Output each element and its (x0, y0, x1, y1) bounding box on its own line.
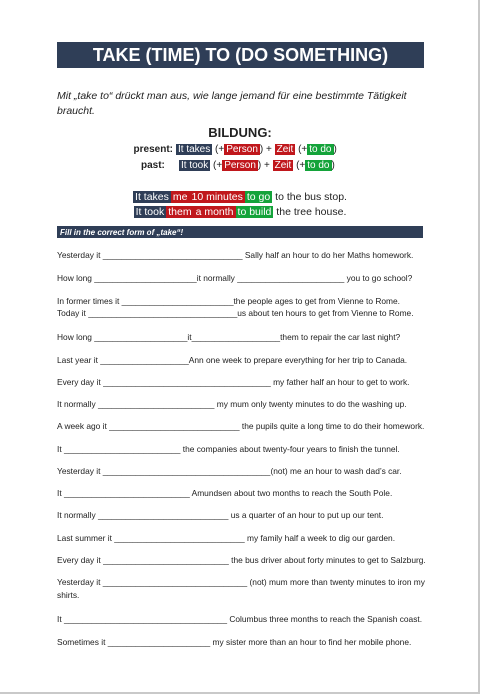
example-2-rest: the tree house. (273, 206, 347, 218)
example-2-time: a month (195, 206, 234, 218)
past-person: Person (224, 160, 256, 171)
exercise-line: Yesterday it ______________________________ Sally half an hour to do her Maths homework. (57, 250, 414, 260)
example-2-person: them (168, 206, 192, 218)
exercise-line: How long ____________________it___________________them to repair the car last night? (57, 332, 401, 342)
exercise-line: It ___________________________ Amundsen about two months to reach the South Pole. (57, 488, 393, 498)
past-plus1: (+ (210, 160, 223, 171)
present-plus3: (+ (295, 144, 308, 155)
example-sentence-2 (0, 205, 480, 219)
exercise-line: Last summer it ____________________________ my family half a week to dig our garden. (57, 533, 396, 543)
example-sentence-1 (0, 190, 480, 204)
example-1-time: 10 minutes (191, 191, 243, 203)
exercise-line: How long ______________________it normally _______________________ you to go school? (57, 273, 413, 283)
exercise-line: Today it ________________________________us about ten hours to get from Vienne to Rome. (57, 308, 414, 318)
past-plus3: (+ (293, 160, 306, 171)
past-it-took: It took (181, 160, 209, 171)
exercise-line: It _________________________ the companies about twenty-four years to finish the tunnel. (57, 444, 400, 454)
instruction-bar: Fill in the correct form of „take“! (57, 226, 423, 238)
past-zeit: Zeit (274, 160, 292, 171)
formula-past (133, 159, 335, 173)
exercise-line: In former times it ________________________the people ages to get from Vienne to Rome. (57, 296, 400, 306)
past-plus2: ) + (257, 160, 273, 171)
bildung-heading: BILDUNG: (208, 125, 272, 140)
example-2-it: It took (135, 206, 165, 218)
exercise-line: It ___________________________________ Columbus three months to reach the Spanish coast. (57, 614, 423, 624)
past-label: past: (141, 160, 165, 171)
present-close: ) (333, 144, 337, 155)
example-2-verb: to build (237, 206, 272, 218)
exercise-line: Last year it ___________________Ann one week to prepare everything for her trip to Canada. (57, 355, 408, 365)
exercise-line: Sometimes it ______________________ my sister more than an hour to find her mobile phone. (57, 637, 412, 647)
example-1-rest: to the bus stop. (272, 191, 347, 203)
past-close: ) (331, 160, 335, 171)
intro-text: Mit „take to“ drückt man aus, wie lange jemand für eine bestimmte Tätigkeit braucht. (57, 90, 407, 117)
exercise-line: It normally _________________________ my mum only twenty minutes to do the washing up. (57, 399, 407, 409)
present-person: Person (226, 144, 258, 155)
present-plus1: (+ (212, 144, 225, 155)
exercise-line: Yesterday it ____________________________________(not) me an hour to wash dad’s car. (57, 466, 402, 476)
exercise-line: Yesterday it _______________________________ (not) mum more than twenty minutes to iron my shirts. (57, 577, 425, 600)
example-1-verb: to go (246, 191, 271, 203)
exercise-line: Every day it ___________________________ the bus driver about forty minutes to get to Salzburg. (57, 555, 426, 565)
exercise-line: It normally ____________________________ us a quarter of an hour to put up our tent. (57, 510, 384, 520)
present-to-do: to do (309, 144, 332, 155)
exercise-line: A week ago it ____________________________ the pupils quite a long time to do their homework. (57, 421, 425, 431)
worksheet-title: TAKE (TIME) TO (DO SOMETHING) (57, 42, 424, 68)
present-zeit: Zeit (276, 144, 294, 155)
formula-present (133, 143, 337, 157)
example-1-it: It takes (135, 191, 169, 203)
present-label: present: (133, 144, 173, 155)
present-it-takes: It takes (178, 144, 211, 155)
present-plus2: ) + (259, 144, 275, 155)
example-1-person: me (172, 191, 188, 203)
exercise-line: Every day it ____________________________________ my father half an hour to get to work. (57, 377, 410, 387)
past-to-do: to do (307, 160, 330, 171)
